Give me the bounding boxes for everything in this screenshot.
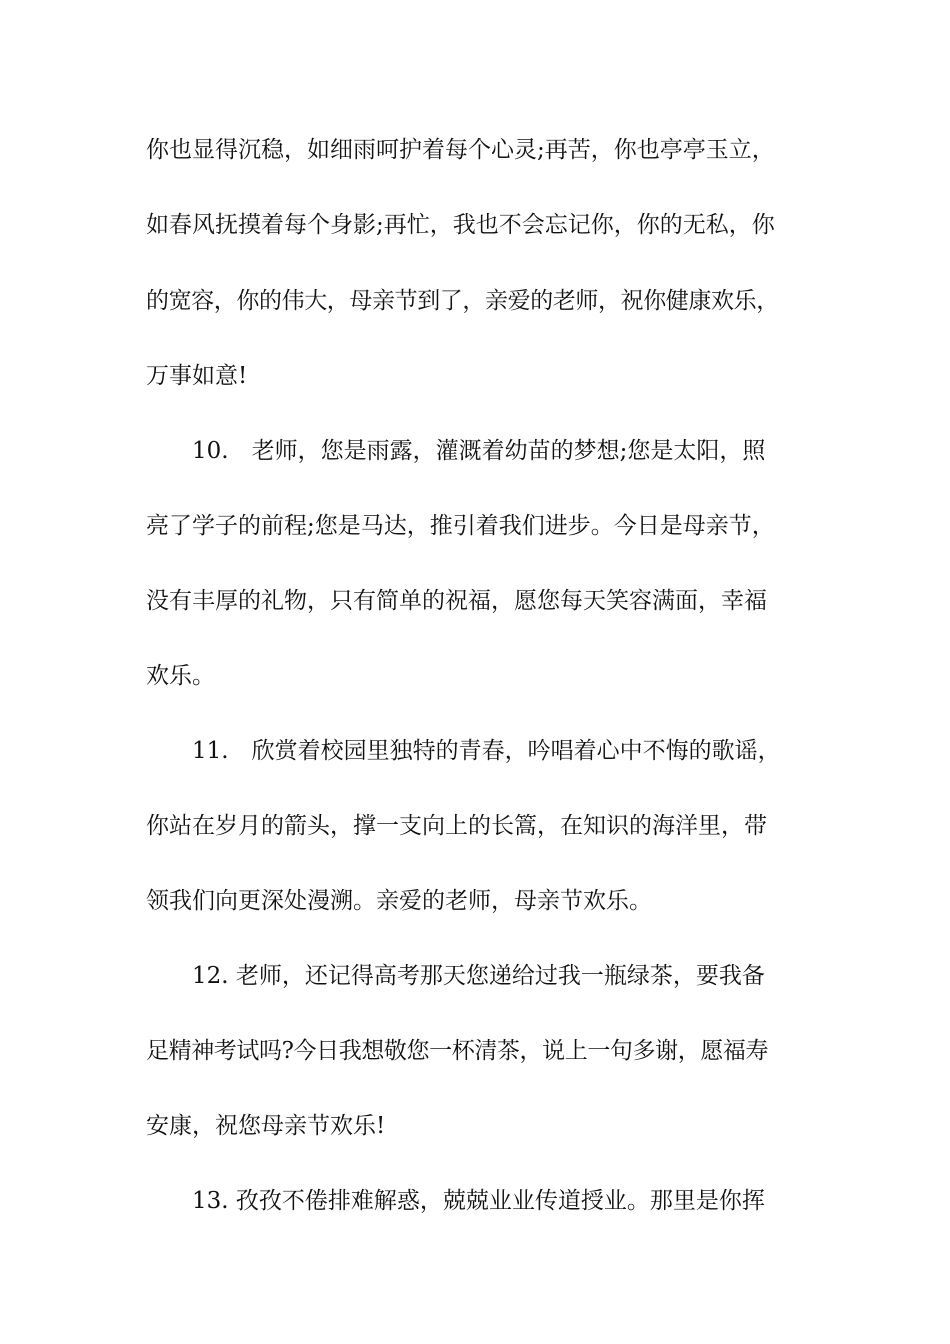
list-item-11-start: 11. 欣赏着校园里独特的青春，吟唱着心中不悔的歌谣， bbox=[192, 738, 781, 764]
text-line: 你站在岁月的箭头，撑一支向上的长篙，在知识的海洋里，带 bbox=[146, 813, 767, 839]
text-line: 万事如意! bbox=[146, 363, 248, 389]
text-line: 如春风抚摸着每个身影;再忙，我也不会忘记你，你的无私，你 bbox=[146, 212, 775, 238]
list-item-12-start: 12. 老师，还记得高考那天您递给过我一瓶绿茶，要我备 bbox=[192, 963, 765, 989]
text-line: 足精神考试吗?今日我想敬您一杯清茶，说上一句多谢，愿福寿 bbox=[146, 1038, 769, 1064]
text-line: 亮了学子的前程;您是马达，推引着我们进步。今日是母亲节， bbox=[146, 513, 775, 539]
text-line: 的宽容，你的伟大，母亲节到了，亲爱的老师，祝你健康欢乐， bbox=[146, 288, 779, 314]
text-line: 欢乐。 bbox=[146, 663, 215, 689]
text-line: 安康，祝您母亲节欢乐! bbox=[146, 1113, 386, 1139]
text-line: 领我们向更深处漫溯。亲爱的老师，母亲节欢乐。 bbox=[146, 888, 652, 914]
list-item-13-start: 13. 孜孜不倦排难解惑，兢兢业业传道授业。那里是你挥 bbox=[192, 1188, 765, 1214]
list-item-10-start: 10. 老师，您是雨露，灌溉着幼苗的梦想;您是太阳，照 bbox=[192, 438, 766, 464]
text-line: 你也显得沉稳，如细雨呵护着每个心灵;再苦，你也亭亭玉立， bbox=[146, 137, 775, 163]
text-line: 没有丰厚的礼物，只有简单的祝福，愿您每天笑容满面，幸福 bbox=[146, 588, 767, 614]
